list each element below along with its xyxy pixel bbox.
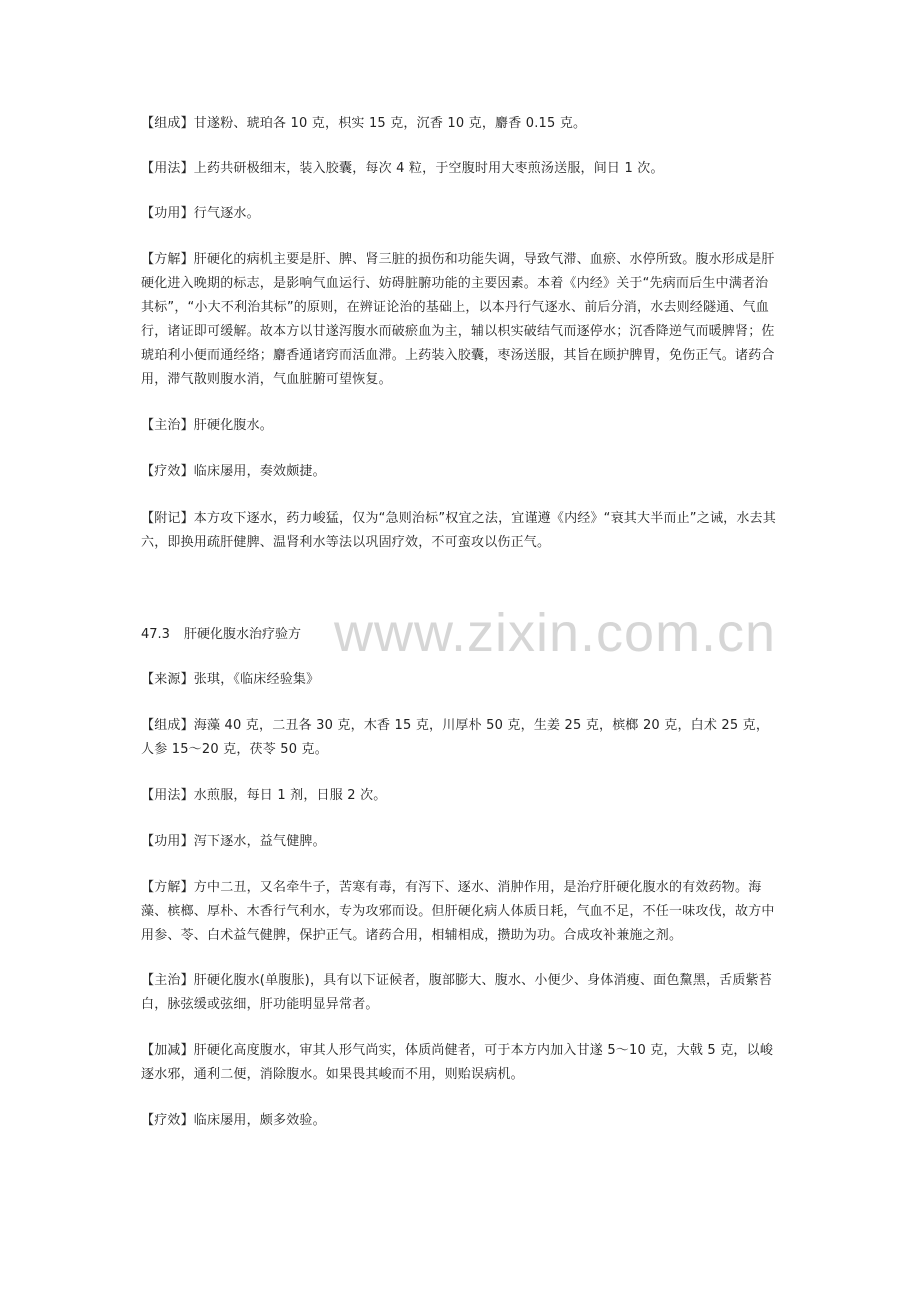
usage-paragraph: 【用法】水煎服，每日 1 剂，日服 2 次。	[141, 788, 387, 803]
usage-paragraph: 【用法】上药共研极细末，装入胶囊，每次 4 粒，于空腹时用大枣煎汤送服，间日 1 次。	[141, 161, 664, 176]
section-number: 47.3	[141, 627, 170, 642]
source-paragraph: 【来源】张琪，《临床经验集》	[141, 672, 320, 687]
explanation-paragraph: 【方解】肝硬化的病机主要是肝、脾、肾三脏的损伤和功能失调，导致气滞、血瘀、水停所致。腹水形成是肝硬化进入晚期的标志，是影响气血运行、妨碍脏腑功能的主要因素。本着《内经》关于“先病而后生中满者治其标”，“小大不利治其标”的原则，在辨证论治的基础上，以本丹行气逐水、前后分消，水去则经隧通、气血行，诸证即可缓解。故本方以甘遂泻腹水而破瘀血为主，辅以枳实破结气而逐停水；沉香降逆气而暖脾肾；佐琥珀利小便而通经络；麝香通诸窍而活血滞。上药装入胶囊，枣汤送服，其旨在顾护脾胃，免伤正气。诸药合用，滞气散则腹水消，气血脏腑可望恢复。	[141, 252, 775, 387]
efficacy-paragraph: 【疗效】临床屡用，颇多效验。	[141, 1113, 326, 1128]
composition-paragraph: 【组成】海藻 40 克，二丑各 30 克，木香 15 克，川厚朴 50 克，生姜 25 克，槟榔 20 克，白术 25 克，人参 15～20 克，茯苓 50 克。	[141, 718, 770, 757]
indication-paragraph: 【主治】肝硬化腹水。	[141, 418, 274, 433]
watermark-text: www.zixin.com.cn	[334, 603, 777, 663]
note-paragraph: 【附记】本方攻下逐水，药力峻猛，仅为“急则治标”权宜之法，宜谨遵《内经》“衰其大半而止”之诫，水去其六，即换用疏肝健脾、温肾利水等法以巩固疗效，不可蛮攻以伤正气。	[141, 511, 776, 550]
modification-paragraph: 【加减】肝硬化高度腹水，审其人形气尚实，体质尚健者，可于本方内加入甘遂 5～10 克，大戟 5 克，以峻逐水邪，通利二便，消除腹水。如果畏其峻而不用，则贻误病机。	[141, 1043, 774, 1082]
function-paragraph: 【功用】行气逐水。	[141, 206, 260, 221]
composition-paragraph: 【组成】甘遂粉、琥珀各 10 克，枳实 15 克，沉香 10 克，麝香 0.15 克。	[141, 116, 587, 131]
section-heading	[141, 623, 301, 647]
efficacy-paragraph: 【疗效】临床屡用，奏效颇捷。	[141, 464, 326, 479]
section-title: 肝硬化腹水治疗验方	[183, 627, 301, 642]
function-paragraph: 【功用】泻下逐水，益气健脾。	[141, 834, 326, 849]
explanation-paragraph: 【方解】方中二丑，又名牵牛子，苦寒有毒，有泻下、逐水、消肿作用，是治疗肝硬化腹水的有效药物。海藻、槟榔、厚朴、木香行气利水，专为攻邪而设。但肝硬化病人体质日耗，气血不足，不任一味攻伐，故方中用参、苓、白术益气健脾，保护正气。诸药合用，相辅相成，攒助为功。合成攻补兼施之剂。	[141, 880, 775, 943]
indication-paragraph: 【主治】肝硬化腹水(单腹胀)，具有以下证候者，腹部膨大、腹水、小便少、身体消瘦、面色黧黑，舌质紫苔白，脉弦缓或弦细，肝功能明显异常者。	[141, 973, 772, 1012]
